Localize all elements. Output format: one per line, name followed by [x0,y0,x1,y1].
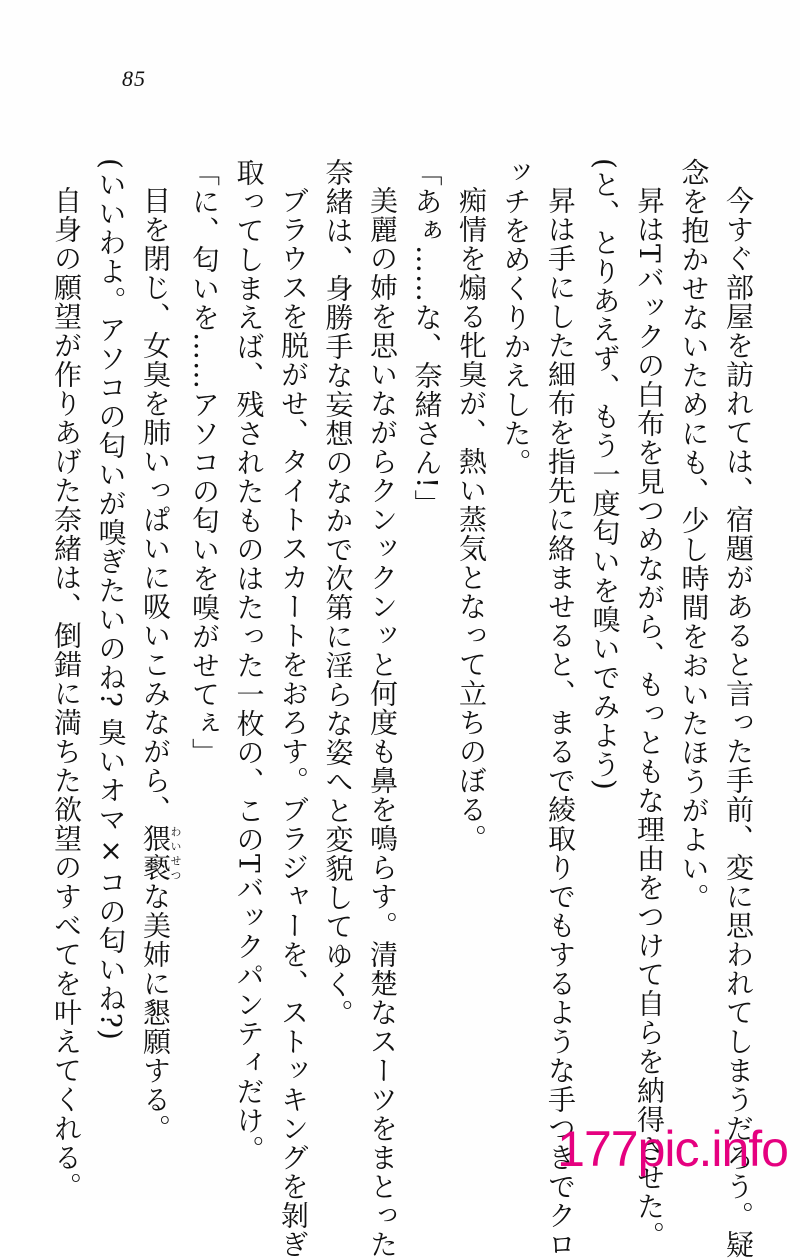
text-line: 痴情を煽る牝臭が、熱い蒸気となって立ちのぼる。 [455,186,488,853]
text-line: 念を抱かせないためにも、少し時間をおいたほうがよい。 [677,158,711,912]
text-line: ブラウスを脱がせ、タイトスカートをおろす。ブラジャーを、ストッキングを剝ぎ [277,186,310,1259]
text-line [133,158,182,1143]
ruby-reading: わいせつ [169,824,182,882]
text-line: 昇はTバックの白布を見つめながら、もっともな理由をつけて自らを納得させた。 [633,186,666,1250]
watermark-text: 177pic.info [557,1121,788,1177]
text-line-end: な美姉に懇願する。 [139,882,172,1143]
text-line: 今すぐ部屋を訪れては、宿題があると言った手前、変に思われてしまうだろう。疑 [722,186,755,1259]
text-line: 奈緒は、身勝手な妄想のなかで次第に淫らな姿へと変貌してゆく。 [321,158,355,1028]
text-line: (いいわよ。アソコの匂いが嗅ぎたいのね? 臭いオマ×コの匂いね?) [94,158,128,1041]
text-line: (と、とりあえず、もう一度匂いを嗅いでみよう) [588,158,622,791]
page-number: 85 [122,66,146,91]
text-line: 自身の願望が作りあげた奈緒は、倒錯に満ちた欲望のすべてを叶えてくれる。 [50,186,83,1201]
text-line: 「あぁ……な、奈緒さん!」 [410,158,444,519]
text-line: 取ってしまえば、残されたものはたった一枚の、このTバックパンティだけ。 [232,158,266,1164]
text-line: ッチをめくりかえした。 [499,158,533,477]
text-line-start: 目を閉じ、女臭を肺いっぱいに吸いこみながら、 [139,186,172,824]
furigana-word [139,824,182,882]
text-line: 昇は手にした細布を指先に絡ませると、まるで綾取りでもするような手つきでクロ [544,186,577,1259]
ruby-base: 猥褻 [139,824,172,882]
text-line: 「に、匂いを……アソコの匂いを嗅がせてぇ」 [188,158,221,767]
text-line: 美麗の姉を思いながらクンックンッと何度も鼻を鳴らす。清楚なスーツをまとった [366,186,399,1259]
